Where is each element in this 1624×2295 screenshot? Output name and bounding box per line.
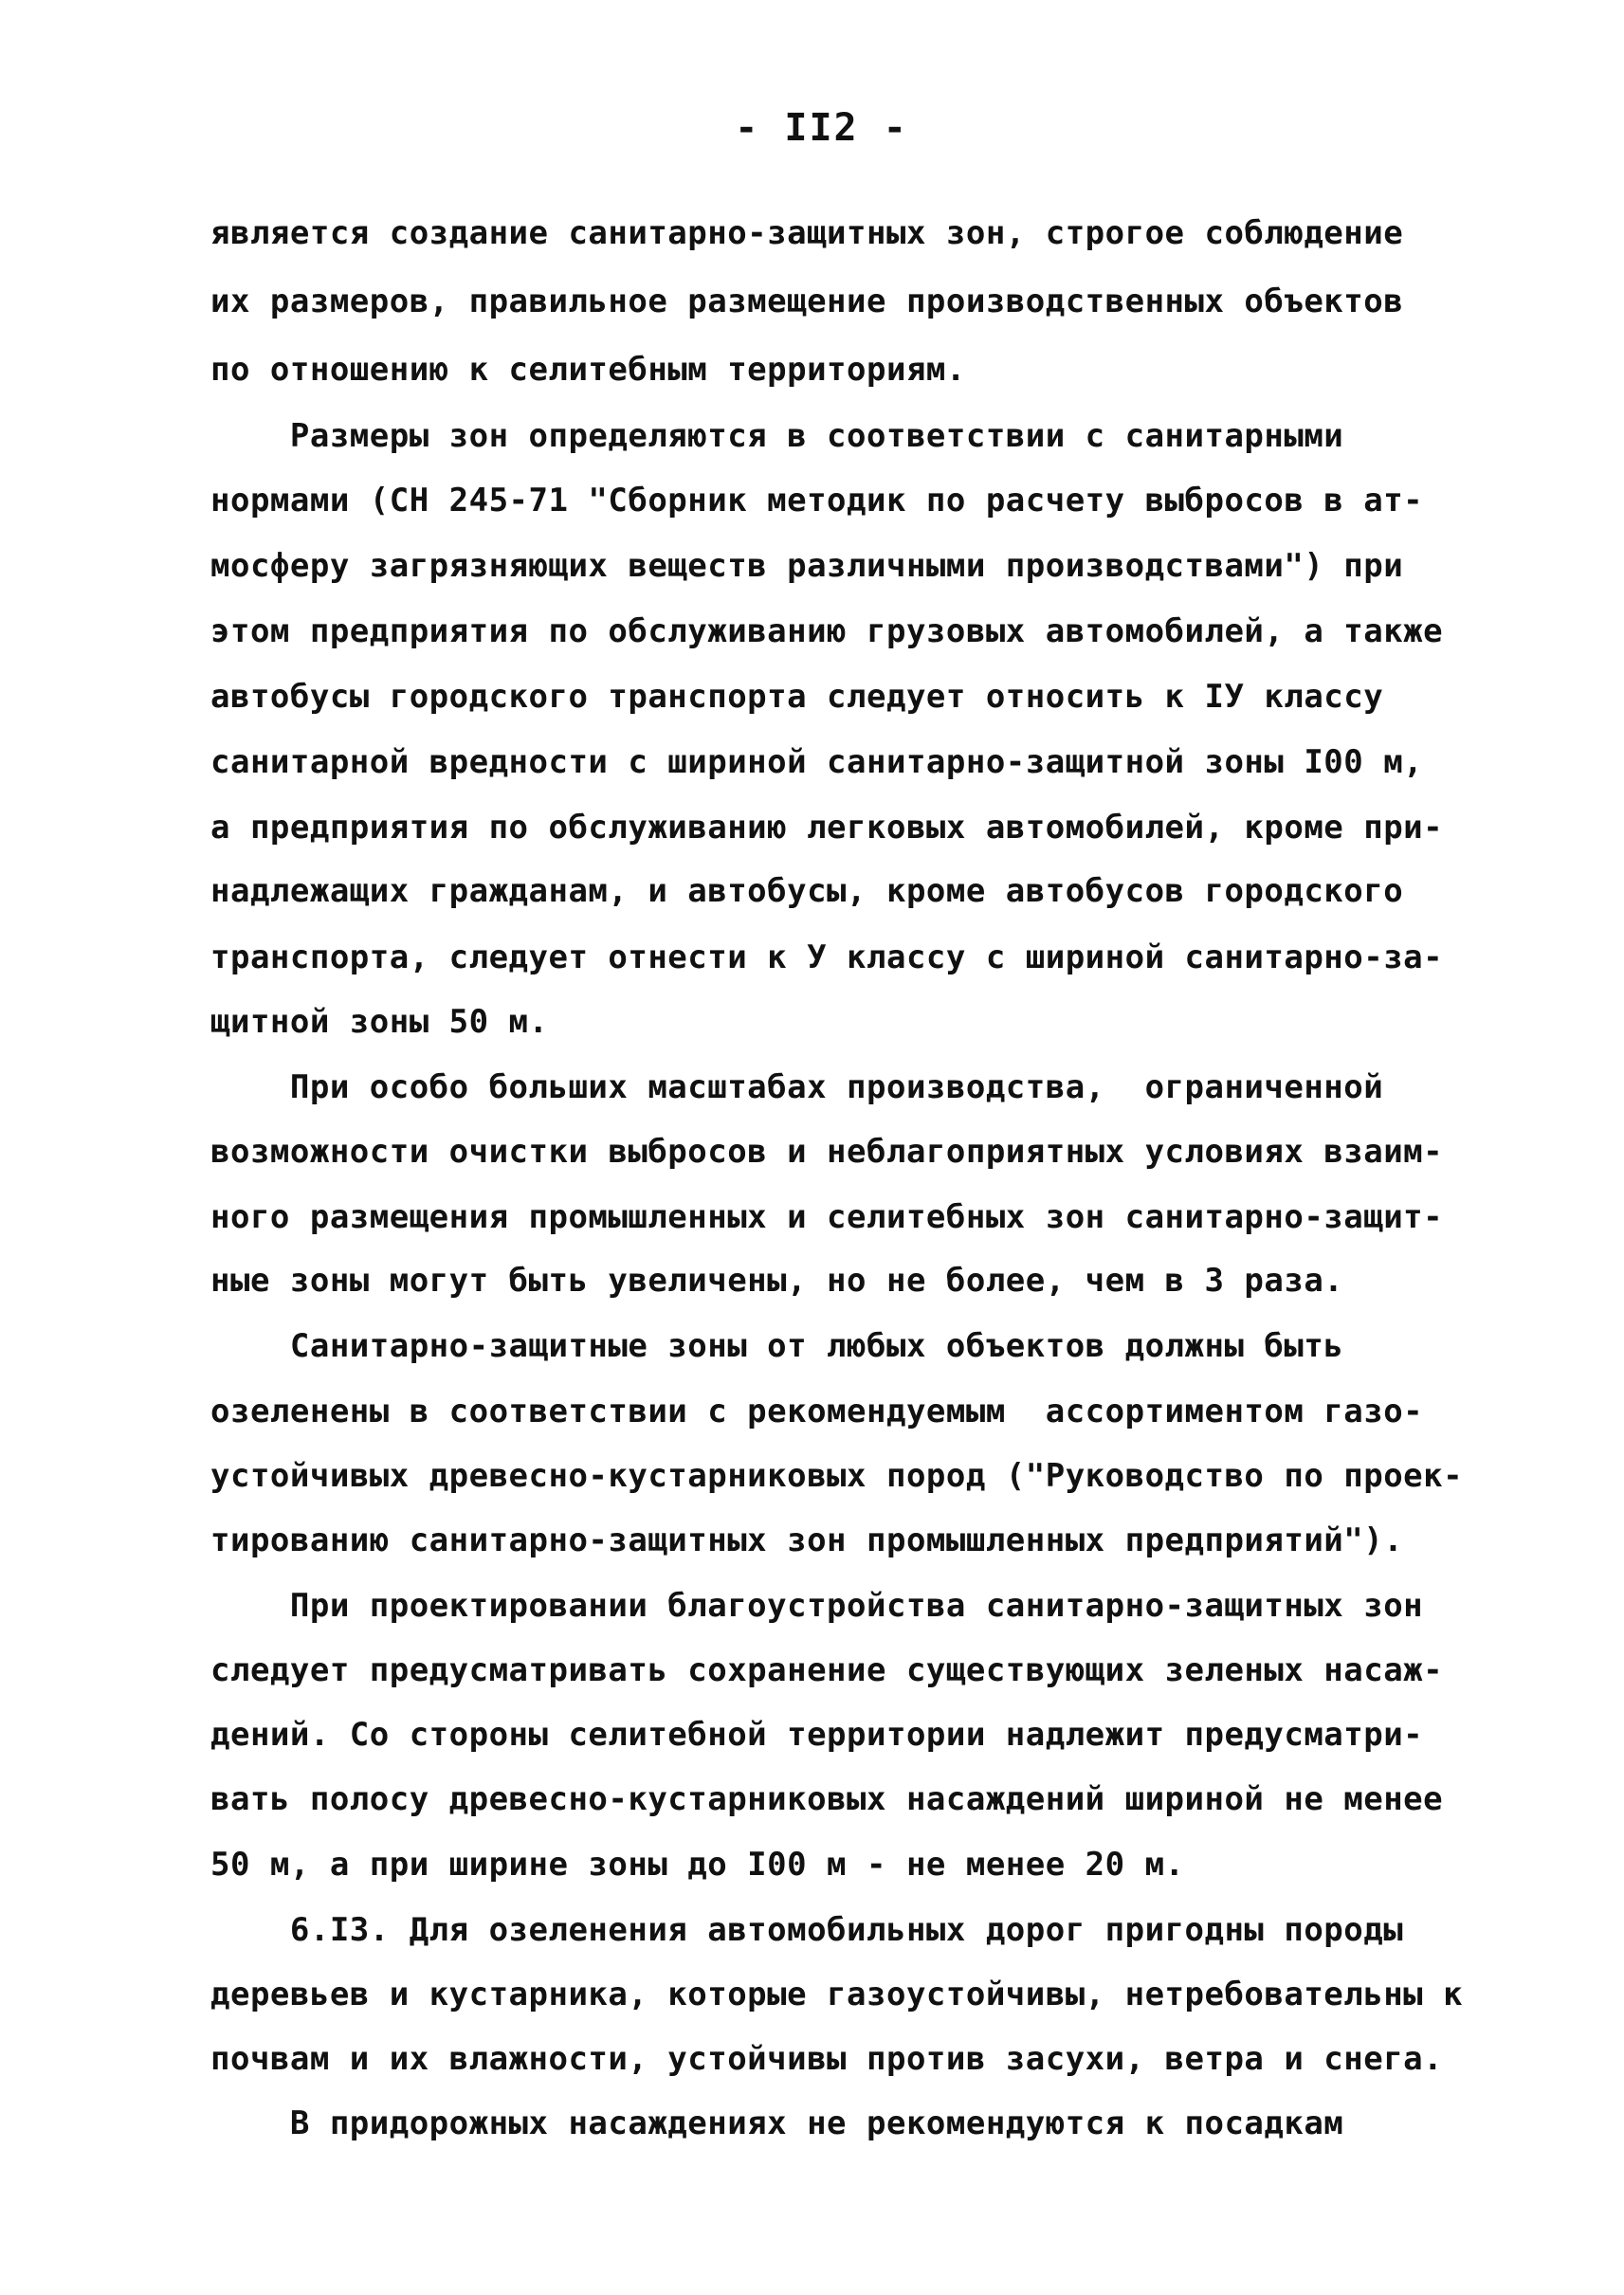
text-line: При особо больших масштабах производства, ограниченной: [210, 1068, 1384, 1106]
text-line: их размеров, правильное размещение производственных объектов: [210, 282, 1404, 320]
text-line: мосферу загрязняющих веществ различными производствами") при: [210, 547, 1404, 585]
text-line: а предприятия по обслуживанию легковых автомобилей, кроме при-: [210, 809, 1444, 847]
text-line: деревьев и кустарника, которые газоустойчивы, нетребовательны к: [210, 1976, 1464, 2013]
text-line: почвам и их влажности, устойчивы против засухи, ветра и снега.: [210, 2040, 1444, 2078]
text-line: Санитарно-защитные зоны от любых объектов должны быть: [210, 1327, 1344, 1365]
text-line: дений. Со стороны селитебной территории надлежит предусматри-: [210, 1716, 1424, 1754]
text-line: При проектировании благоустройства санитарно-защитных зон: [210, 1587, 1424, 1625]
text-line: Размеры зон определяются в соответствии с санитарными: [210, 417, 1344, 455]
text-line: этом предприятия по обслуживанию грузовых автомобилей, а также: [210, 612, 1444, 650]
text-line: транспорта, следует отнести к У классу с шириной санитарно-за-: [210, 938, 1444, 976]
text-line: озеленены в соответствии с рекомендуемым ассортиментом газо-: [210, 1393, 1424, 1430]
text-line: следует предусматривать сохранение существующих зеленых насаж-: [210, 1651, 1444, 1689]
text-line: ного размещения промышленных и селитебных зон санитарно-защит-: [210, 1198, 1444, 1236]
text-line: по отношению к селитебным территориям.: [210, 351, 966, 389]
text-line: ные зоны могут быть увеличены, но не более, чем в 3 раза.: [210, 1262, 1344, 1300]
text-line: 50 м, а при ширине зоны до I00 м - не менее 20 м.: [210, 1846, 1185, 1884]
text-line: санитарной вредности с шириной санитарно-защитной зоны I00 м,: [210, 743, 1424, 781]
page-number: - II2 -: [735, 106, 908, 150]
text-line: надлежащих гражданам, и автобусы, кроме автобусов городского: [210, 872, 1404, 910]
text-line: В придорожных насаждениях не рекомендуются к посадкам: [210, 2104, 1344, 2142]
text-line: автобусы городского транспорта следует относить к IУ классу: [210, 678, 1384, 716]
text-line: вать полосу древесно-кустарниковых насаждений шириной не менее: [210, 1780, 1444, 1818]
text-line: устойчивых древесно-кустарниковых пород ("Руководство по проек-: [210, 1457, 1464, 1495]
text-line: 6.I3. Для озеленения автомобильных дорог пригодны породы: [210, 1911, 1404, 1949]
text-line: возможности очистки выбросов и неблагоприятных условиях взаим-: [210, 1133, 1444, 1171]
text-line: является создание санитарно-защитных зон, строгое соблюдение: [210, 214, 1404, 252]
text-line: нормами (СН 245-71 "Сборник методик по расчету выбросов в ат-: [210, 482, 1424, 519]
text-line: щитной зоны 50 м.: [210, 1003, 549, 1041]
text-line: тированию санитарно-защитных зон промышленных предприятий").: [210, 1521, 1404, 1559]
